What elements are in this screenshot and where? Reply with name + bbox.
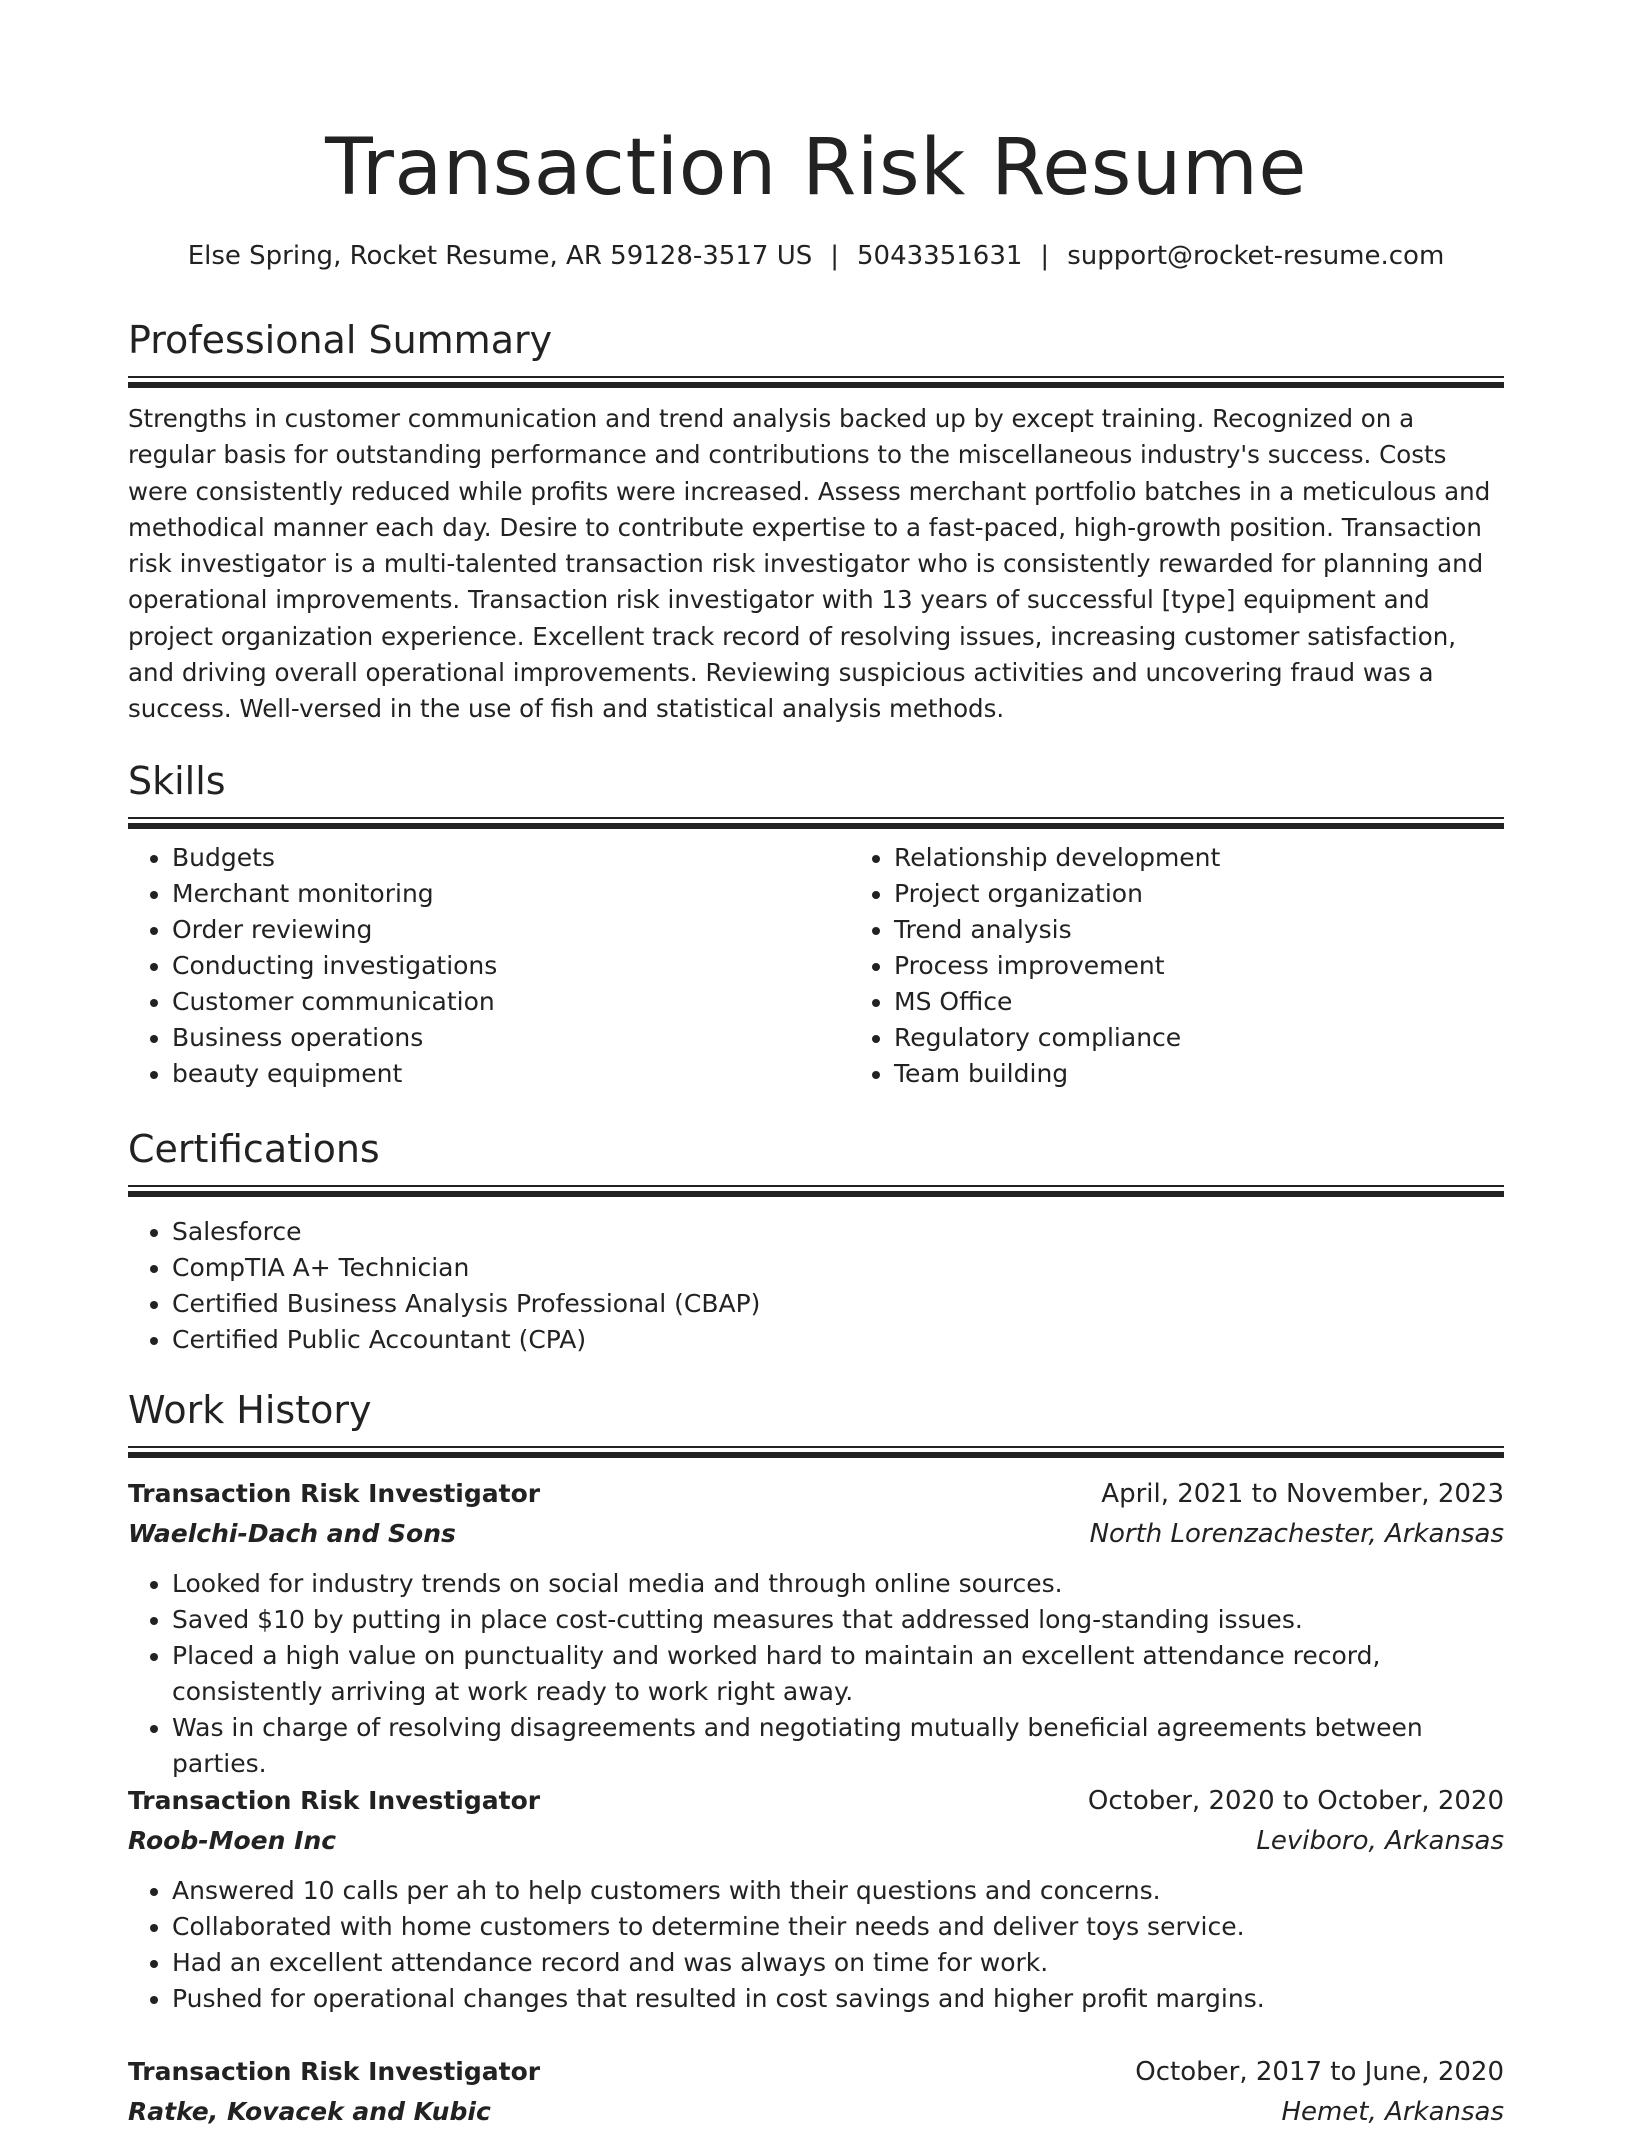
job-bullet: • Answered 10 calls per ah to help customers with their questions and concerns. (172, 1873, 1504, 1909)
work-history-heading: Work History (128, 1388, 372, 1432)
certification-item: • Salesforce (172, 1214, 1504, 1250)
skill-item: • Budgets (172, 840, 850, 876)
section-divider (128, 817, 1504, 828)
contact-line (128, 238, 1504, 274)
job-entry (128, 1781, 1504, 2017)
section-divider (128, 1185, 1504, 1196)
certifications-list (128, 1214, 1504, 1358)
skills-section (128, 757, 1504, 1092)
skill-item: • Relationship development (894, 840, 1572, 876)
work-history-section (128, 1386, 1504, 1457)
job-bullet: • Pushed for operational changes that resulted in cost savings and higher profit margins. (172, 1981, 1504, 2017)
skill-item: • Conducting investigations (172, 948, 850, 984)
job-header-row (128, 1781, 1504, 1821)
certifications-section (128, 1125, 1504, 1358)
job-company: Roob-Moen Inc (128, 1826, 337, 1855)
job-bullet: • Looked for industry trends on social media and through online sources. (172, 1566, 1504, 1602)
skills-list-left (128, 840, 850, 1092)
contact-address: Else Spring, Rocket Resume, AR 59128-3517 US (187, 241, 813, 271)
job-bullets (128, 1566, 1504, 1782)
skill-item: • Business operations (172, 1020, 850, 1056)
job-bullet: • Had an excellent attendance record and was always on time for work. (172, 1945, 1504, 1981)
summary-section (128, 316, 1504, 728)
job-dates: October, 2017 to June, 2020 (1135, 2057, 1504, 2087)
summary-heading: Professional Summary (128, 318, 553, 362)
resume-title: Transaction Risk Resume (325, 123, 1307, 213)
job-company-row (128, 1514, 1504, 1554)
certification-item: • CompTIA A+ Technician (172, 1250, 1504, 1286)
job-bullet: • Was in charge of resolving disagreements and negotiating mutually beneficial agreements between parties. (172, 1710, 1504, 1782)
skill-item: • Process improvement (894, 948, 1572, 984)
skill-item: • Team building (894, 1056, 1572, 1092)
job-title: Transaction Risk Investigator (128, 1786, 541, 1815)
skill-item: • Trend analysis (894, 912, 1572, 948)
certification-item: • Certified Business Analysis Professional (CBAP) (172, 1286, 1504, 1322)
skill-item: • Customer communication (172, 984, 850, 1020)
job-company-row (128, 1821, 1504, 1861)
job-company: Waelchi-Dach and Sons (128, 1519, 456, 1548)
section-divider (128, 1446, 1504, 1457)
skill-item: • Regulatory compliance (894, 1020, 1572, 1056)
skills-heading: Skills (128, 759, 226, 803)
job-header-row (128, 1474, 1504, 1514)
skill-item: • beauty equipment (172, 1056, 850, 1092)
contact-separator: | (830, 241, 839, 271)
job-location: Hemet, Arkansas (1281, 2097, 1504, 2127)
job-bullet: • Saved $10 by putting in place cost-cutting measures that addressed long-standing issues. (172, 1602, 1504, 1638)
skill-item: • Merchant monitoring (172, 876, 850, 912)
contact-email: support@rocket-resume.com (1067, 241, 1445, 271)
skill-item: • Order reviewing (172, 912, 850, 948)
job-dates: April, 2021 to November, 2023 (1101, 1479, 1504, 1509)
certifications-heading: Certifications (128, 1127, 380, 1171)
job-bullet: • Collaborated with home customers to determine their needs and deliver toys service. (172, 1909, 1504, 1945)
job-title: Transaction Risk Investigator (128, 2057, 541, 2086)
job-location: North Lorenzachester, Arkansas (1089, 1519, 1504, 1549)
contact-phone: 5043351631 (857, 241, 1023, 271)
job-header-row (128, 2052, 1504, 2092)
job-title: Transaction Risk Investigator (128, 1479, 541, 1508)
job-company: Ratke, Kovacek and Kubic (128, 2097, 491, 2126)
job-bullet: • Placed a high value on punctuality and worked hard to maintain an excellent attendance record, consistently arriving at work ready to work right away. (172, 1638, 1504, 1710)
job-entry (128, 1474, 1504, 1782)
section-divider (128, 376, 1504, 387)
skill-item: • Project organization (894, 876, 1572, 912)
skill-item: • MS Office (894, 984, 1572, 1020)
summary-text: Strengths in customer communication and trend analysis backed up by except training. Recognized on a regular basis for outstanding performance and contributions to the miscellaneous industry's success. Costs were consistently reduced while profits were increased. Assess merchant portfolio batches in a meticulous and methodical manner each day. Desire to contribute expertise to a fast-paced, high-growth position. Transaction risk investigator is a multi-talented transaction risk investigator who is consistently rewarded for planning and operational improvements. Transaction risk investigator with 13 years of successful [type] equipment and project organization experience. Excellent track record of resolving issues, increasing customer satisfaction, and driving overall operational improvements. Reviewing suspicious activities and uncovering fraud was a success. Well-versed in the use of fish and statistical analysis methods. (128, 404, 1491, 724)
job-dates: October, 2020 to October, 2020 (1087, 1786, 1504, 1816)
job-entry (128, 2052, 1504, 2132)
job-company-row (128, 2092, 1504, 2132)
certification-item: • Certified Public Accountant (CPA) (172, 1322, 1504, 1358)
job-location: Leviboro, Arkansas (1256, 1826, 1504, 1856)
contact-separator: | (1040, 241, 1050, 271)
job-bullets (128, 1873, 1504, 2017)
skills-list-right (850, 840, 1572, 1092)
skills-columns (128, 840, 1504, 1092)
